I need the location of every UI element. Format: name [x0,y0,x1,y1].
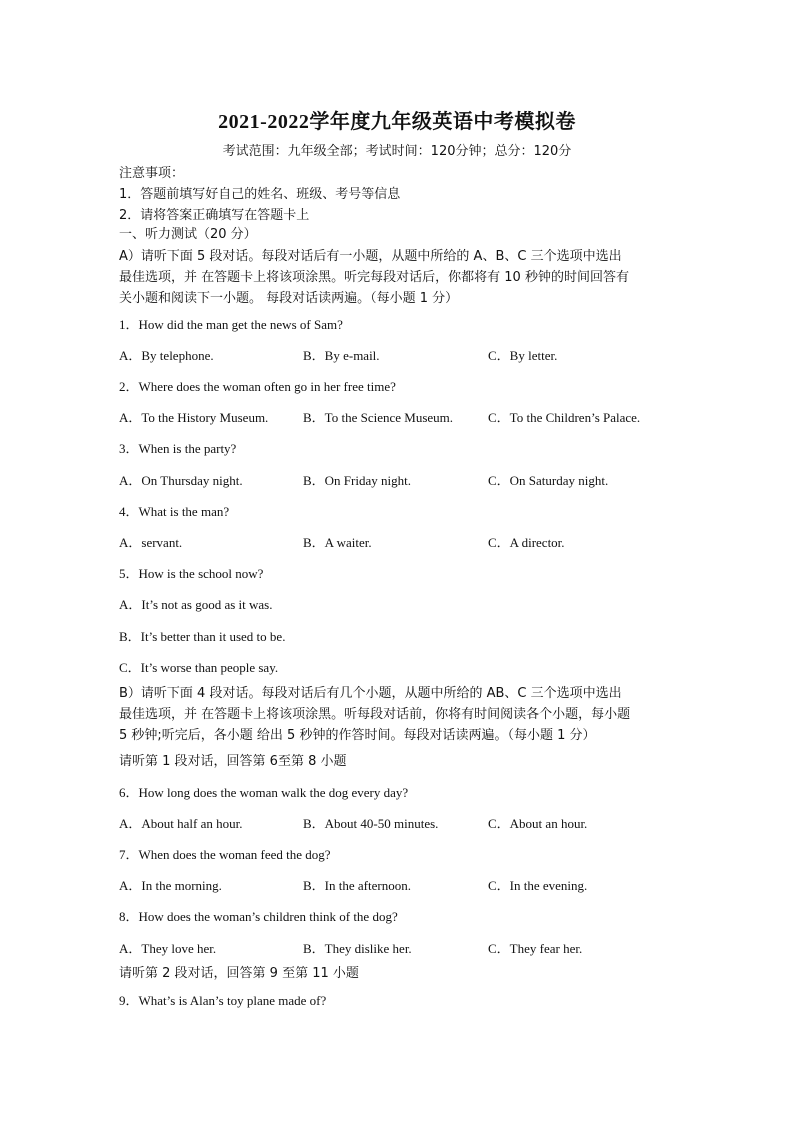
part-a-instruction: 关小题和阅读下一小题。 每段对话读两遍。（每小题 1 分） [119,291,459,306]
option-a: A．In the morning. [119,878,222,893]
option-c: C．A director. [488,535,565,550]
option-a: A．On Thursday night. [119,473,243,488]
option-a: A．About half an hour. [119,816,243,831]
option-b: B．On Friday night. [303,473,411,488]
question-3: 3．When is the party? [119,441,237,456]
exam-title: 2021-2022学年度九年级英语中考模拟卷 [218,111,576,133]
question-8: 8．How does the woman’s children think of the dog? [119,909,398,924]
option-a: A．It’s not as good as it was. [119,597,273,612]
option-a: A．servant. [119,535,183,550]
note-item: 1．答题前填写好自己的姓名、班级、考号等信息 [119,187,401,202]
question-6: 6．How long does the woman walk the dog every day? [119,785,409,800]
section-heading: 一、听力测试（20 分） [119,227,257,242]
option-a: A．By telephone. [119,348,214,363]
part-a-instruction: 最佳选项，并 在答题卡上将该项涂黑。听完每段对话后，你都将有 10 秒钟的时间回答有 [119,270,629,285]
dialog-instruction: 请听第 1 段对话，回答第 6至第 8 小题 [119,754,347,769]
part-b-instruction: B）请听下面 4 段对话。每段对话后有几个小题，从题中所给的 AB、C 三个选项中选出 [119,686,622,701]
option-a: A．To the History Museum. [119,410,269,425]
option-b: B．They dislike her. [303,941,412,956]
option-c: C．It’s worse than people say. [119,660,279,675]
question-9: 9．What’s is Alan’s toy plane made of? [119,993,327,1008]
part-b-instruction: 5 秒钟;听完后，各小题 给出 5 秒钟的作答时间。每段对话读两遍。（每小题 1 分） [119,728,596,743]
option-c: C．They fear her. [488,941,583,956]
option-b: B．In the afternoon. [303,878,411,893]
note-item: 2．请将答案正确填写在答题卡上 [119,208,310,223]
option-c: C．In the evening. [488,878,588,893]
notes-heading: 注意事项： [119,166,185,181]
option-b: B．By e-mail. [303,348,380,363]
option-a: A．They love her. [119,941,217,956]
option-b: B．About 40-50 minutes. [303,816,439,831]
part-a-instruction: A）请听下面 5 段对话。每段对话后有一小题，从题中所给的 A、B、C 三个选项中选出 [119,249,622,264]
option-c: C．On Saturday night. [488,473,609,488]
exam-subtitle: 考试范围：九年级全部；考试时间：120分钟；总分：120分 [222,144,572,159]
option-c: C．About an hour. [488,816,588,831]
option-c: C．By letter. [488,348,558,363]
question-7: 7．When does the woman feed the dog? [119,847,331,862]
option-b: B．It’s better than it used to be. [119,629,286,644]
question-5: 5．How is the school now? [119,566,264,581]
option-b: B．A waiter. [303,535,372,550]
question-2: 2．Where does the woman often go in her free time? [119,379,396,394]
question-1: 1．How did the man get the news of Sam? [119,317,343,332]
part-b-instruction: 最佳选项，并 在答题卡上将该项涂黑。听每段对话前，你将有时间阅读各个小题，每小题 [119,707,631,722]
dialog-instruction: 请听第 2 段对话，回答第 9 至第 11 小题 [119,966,359,981]
option-b: B．To the Science Museum. [303,410,454,425]
question-4: 4．What is the man? [119,504,230,519]
option-c: C．To the Children’s Palace. [488,410,641,425]
